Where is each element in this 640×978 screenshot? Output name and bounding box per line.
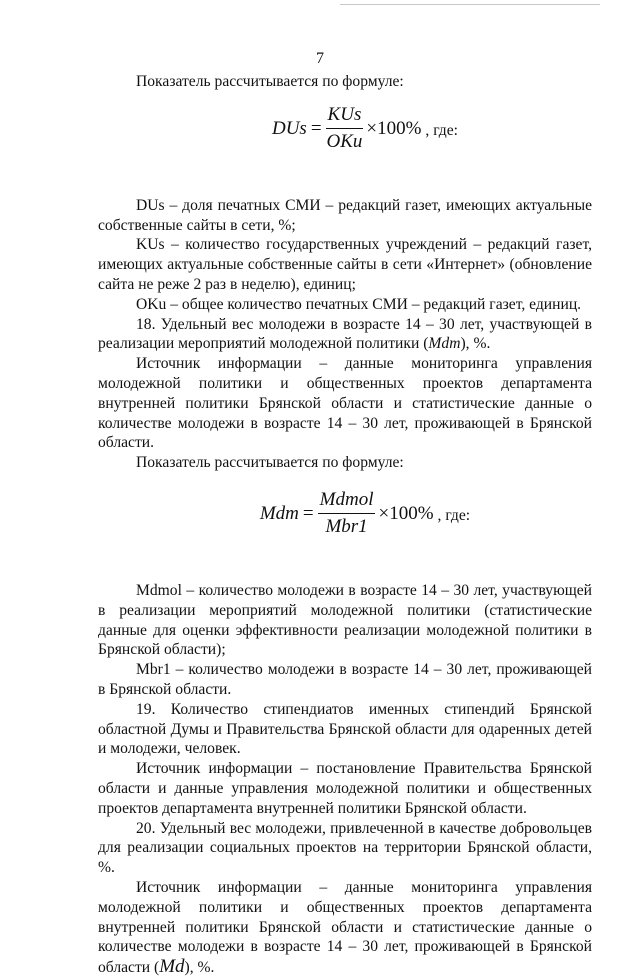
definition-oku: OKu – общее количество печатных СМИ – редакций газет, единиц. [136, 295, 582, 313]
scan-edge-line [340, 4, 600, 5]
formula-denominator: OKu [326, 131, 363, 153]
formula-fraction [326, 104, 364, 153]
definition-dus: DUs – доля печатных СМИ – редакций газет, имеющих актуальные собственные сайты в сети, %; [98, 196, 592, 234]
item-18-end: ), %. [460, 335, 491, 353]
formula-percent: 100% [389, 503, 434, 525]
formula-lhs: Mdm [259, 503, 299, 525]
item-18-text: 18. Удельный вес молодежи в возрасте 14 – 30 лет, участвующей в реализации мероприятий молодежной политики ( [98, 315, 592, 353]
definition-mdmol: Mdmol – количество молодежи в возрасте 14 – 30 лет, участвующей в реализации мероприятий молодежной политики (статистические данные для оценки эффективности реализации молодежной политики в Брянской области); [98, 581, 592, 659]
item-19: 19. Количество стипендиатов именных стипендий Брянской областной Думы и Правительства Брянской области для одаренных детей и молодежи, человек. [98, 700, 592, 758]
item-20-end: ), %. [184, 959, 215, 977]
item-18-source: Источник информации – данные мониторинга управления молодежной политики и общественных проектов департамента внутренней политики Брянской области и статистические данные о количестве молодежи в возрасте 14 – 30 лет, проживающей в Брянской области. [98, 355, 592, 452]
formula-equals: = [310, 117, 322, 139]
formula-lhs: DUs [271, 117, 307, 139]
item-20-source [98, 878, 592, 978]
formula-numerator: Mdmol [318, 489, 376, 514]
definition-mbr1: Mbr1 – количество молодежи в возрасте 14 – 30 лет, проживающей в Брянской области. [98, 661, 592, 698]
formula-times: × [366, 117, 378, 139]
formula-mdm [98, 483, 592, 545]
formula-numerator: KUs [326, 104, 364, 129]
item-19-source: Источник информации – постановление Правительства Брянской области и данные управления молодежной политики и общественных проектов департамента внутренней политики Брянской области. [98, 760, 592, 817]
item-20: 20. Удельный вес молодежи, привлеченной в качестве добровольцев для реализации социальных проектов на территории Брянской области, %. [98, 819, 592, 877]
formula-equals: = [302, 503, 314, 525]
formula-tail: , где: [437, 507, 471, 525]
document-body [98, 72, 592, 978]
formula-percent: 100% [377, 117, 422, 139]
formula-tail: , где: [425, 121, 458, 139]
page-number: 7 [316, 50, 324, 67]
item-20-source-text: Источник информации – данные мониторинга управления молодежной политики и общественных проектов департамента внутренней политики Брянской области и статистические данные о количестве молодежи в возрасте 14 – 30 лет, проживающей в Брянской области ( [98, 878, 592, 977]
item-20-variable: Md [159, 956, 185, 978]
formula-dus [98, 98, 592, 160]
formula-times: × [378, 503, 390, 525]
formula-fraction [318, 489, 376, 538]
formula-intro-2: Показатель рассчитывается по формуле: [136, 454, 404, 472]
definition-kus: KUs – количество государственных учреждений – редакций газет, имеющих актуальные собственные сайты в сети «Интернет» (обновление сайта не реже 2 раз в неделю), единиц; [98, 236, 592, 293]
formula-denominator: Mbr1 [325, 516, 368, 538]
formula-intro-1: Показатель рассчитывается по формуле: [136, 73, 404, 90]
item-18-variable: Mdm [428, 335, 461, 353]
item-18 [98, 315, 592, 355]
